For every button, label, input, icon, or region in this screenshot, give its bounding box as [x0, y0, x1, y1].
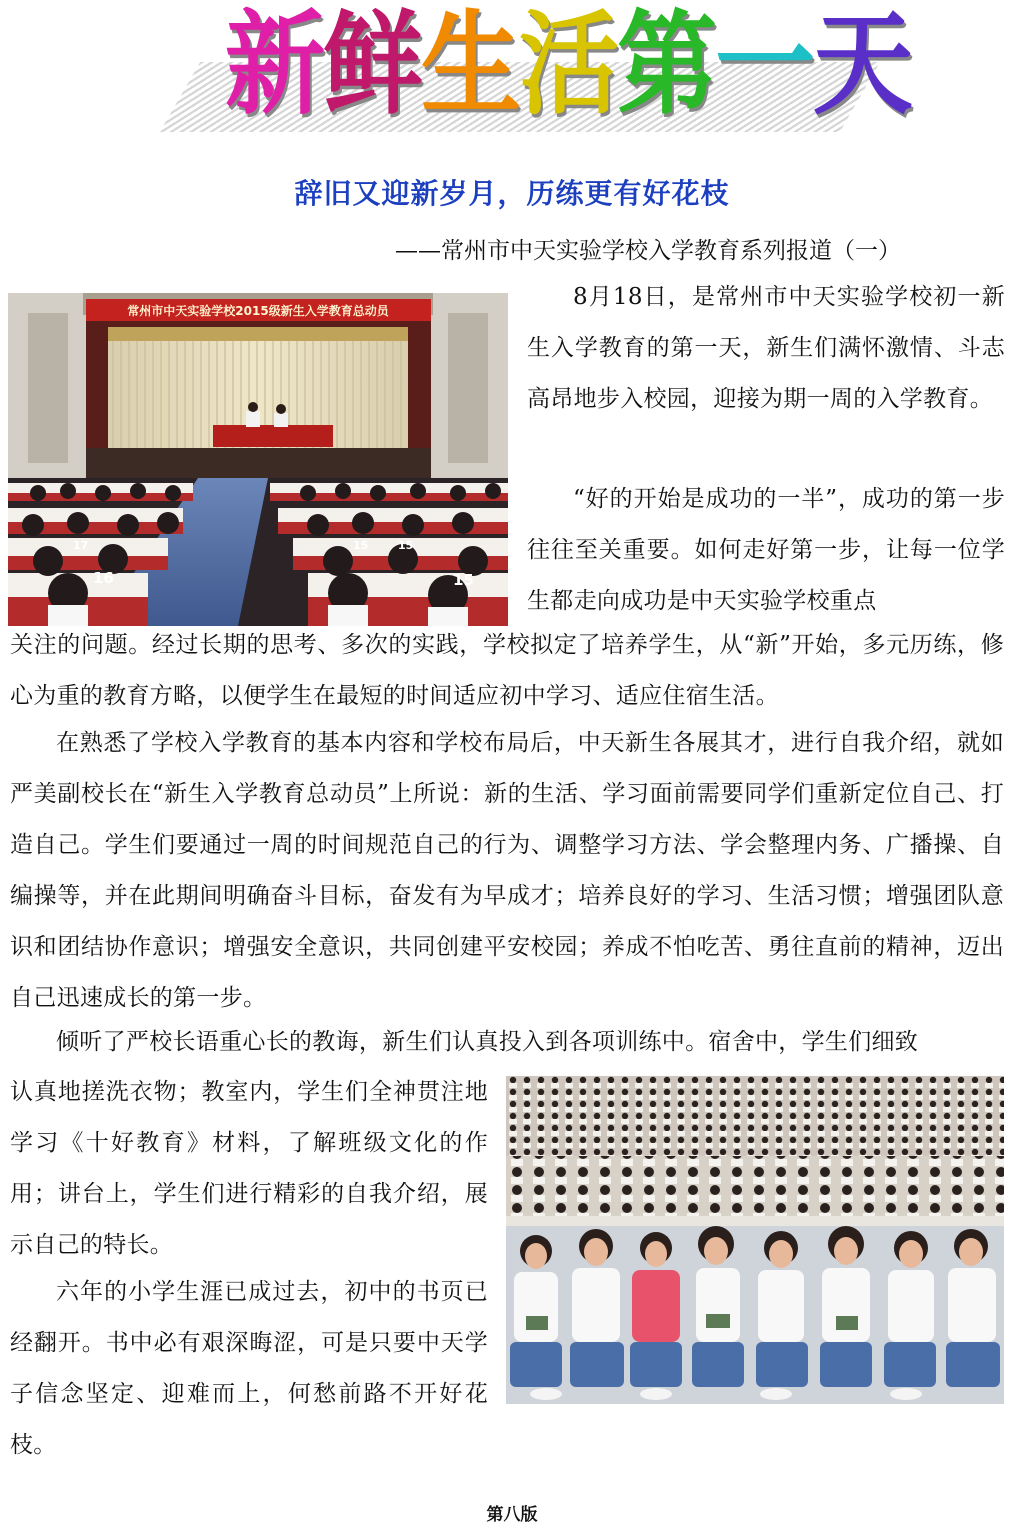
banner-char: 生 [421, 0, 519, 130]
banner-char: 天 [813, 0, 911, 130]
stage-banner-text: 常州市中天实验学校2015级新生入学教育总动员 [127, 304, 389, 318]
seat-number: 15 [453, 571, 474, 589]
banner-char: 鲜 [323, 0, 421, 130]
banner [0, 0, 1024, 150]
banner-char: 第 [617, 0, 715, 130]
auditorium-photo [8, 293, 508, 626]
banner-title [225, 0, 911, 130]
banner-char: 一 [715, 0, 813, 130]
paragraph-4-part-1: 倾听了严校长语重心长的教诲，新生们认真投入到各项训练中。宿舍中，学生们细致 [56, 1029, 919, 1055]
seat-number: 17 [73, 539, 89, 552]
paragraph-1: 8月18日，是常州市中天实验学校初一新生入学教育的第一天，新生们满怀激情、斗志高昂地步入校园，迎接为期一周的入学教育。 [527, 284, 1005, 412]
subtitle: ——常州市中天实验学校入学教育系列报道（一） [395, 238, 901, 264]
paragraph-3: 在熟悉了学校入学教育的基本内容和学校布局后，中天新生各展其才，进行自我介绍，就如严美副校长在“新生入学教育总动员”上所说：新的生活、学习面前需要同学们重新定位自己、打造自己。学生们要通过一周的时间规范自己的行为、调整学习方法、学会整理内务、广播操、自编操等，并在此期间明确奋斗目标，奋发有为早成才；培养良好的学习、生活习惯；增强团队意识和团结协作意识；增强安全意识，共同创建平安校园；养成不怕吃苦、勇往直前的精神，迈出自己迅速成长的第一步。 [10, 730, 1004, 1011]
students-photo [506, 1076, 1004, 1404]
page-footer: 第八版 [486, 1505, 538, 1525]
paragraph-4-part-2: 认真地搓洗衣物；教室内，学生们全神贯注地学习《十好教育》材料，了解班级文化的作用；讲台上，学生们进行精彩的自我介绍，展示自己的特长。 [10, 1079, 488, 1258]
seat-number: 15 [398, 539, 414, 552]
banner-char: 活 [519, 0, 617, 130]
paragraph-5: 六年的小学生涯已成过去，初中的书页已经翻开。书中必有艰深晦涩，可是只要中天学子信念坚定、迎难而上，何愁前路不开好花枝。 [10, 1279, 488, 1458]
seat-number: 16 [93, 569, 114, 587]
paragraph-2-part-2: 关注的问题。经过长期的思考、多次的实践，学校拟定了培养学生，从“新”开始，多元历练，修心为重的教育方略，以便学生在最短的时间适应初中学习、适应住宿生活。 [10, 632, 1004, 709]
seat-number: 15 [353, 539, 369, 552]
headline: 辞旧又迎新岁月，历练更有好花枝 [294, 177, 730, 210]
paragraph-2-part-1: “好的开始是成功的一半”，成功的第一步往往至关重要。如何走好第一步，让每一位学生都走向成功是中天实验学校重点 [527, 486, 1005, 614]
banner-char: 新 [225, 0, 323, 130]
